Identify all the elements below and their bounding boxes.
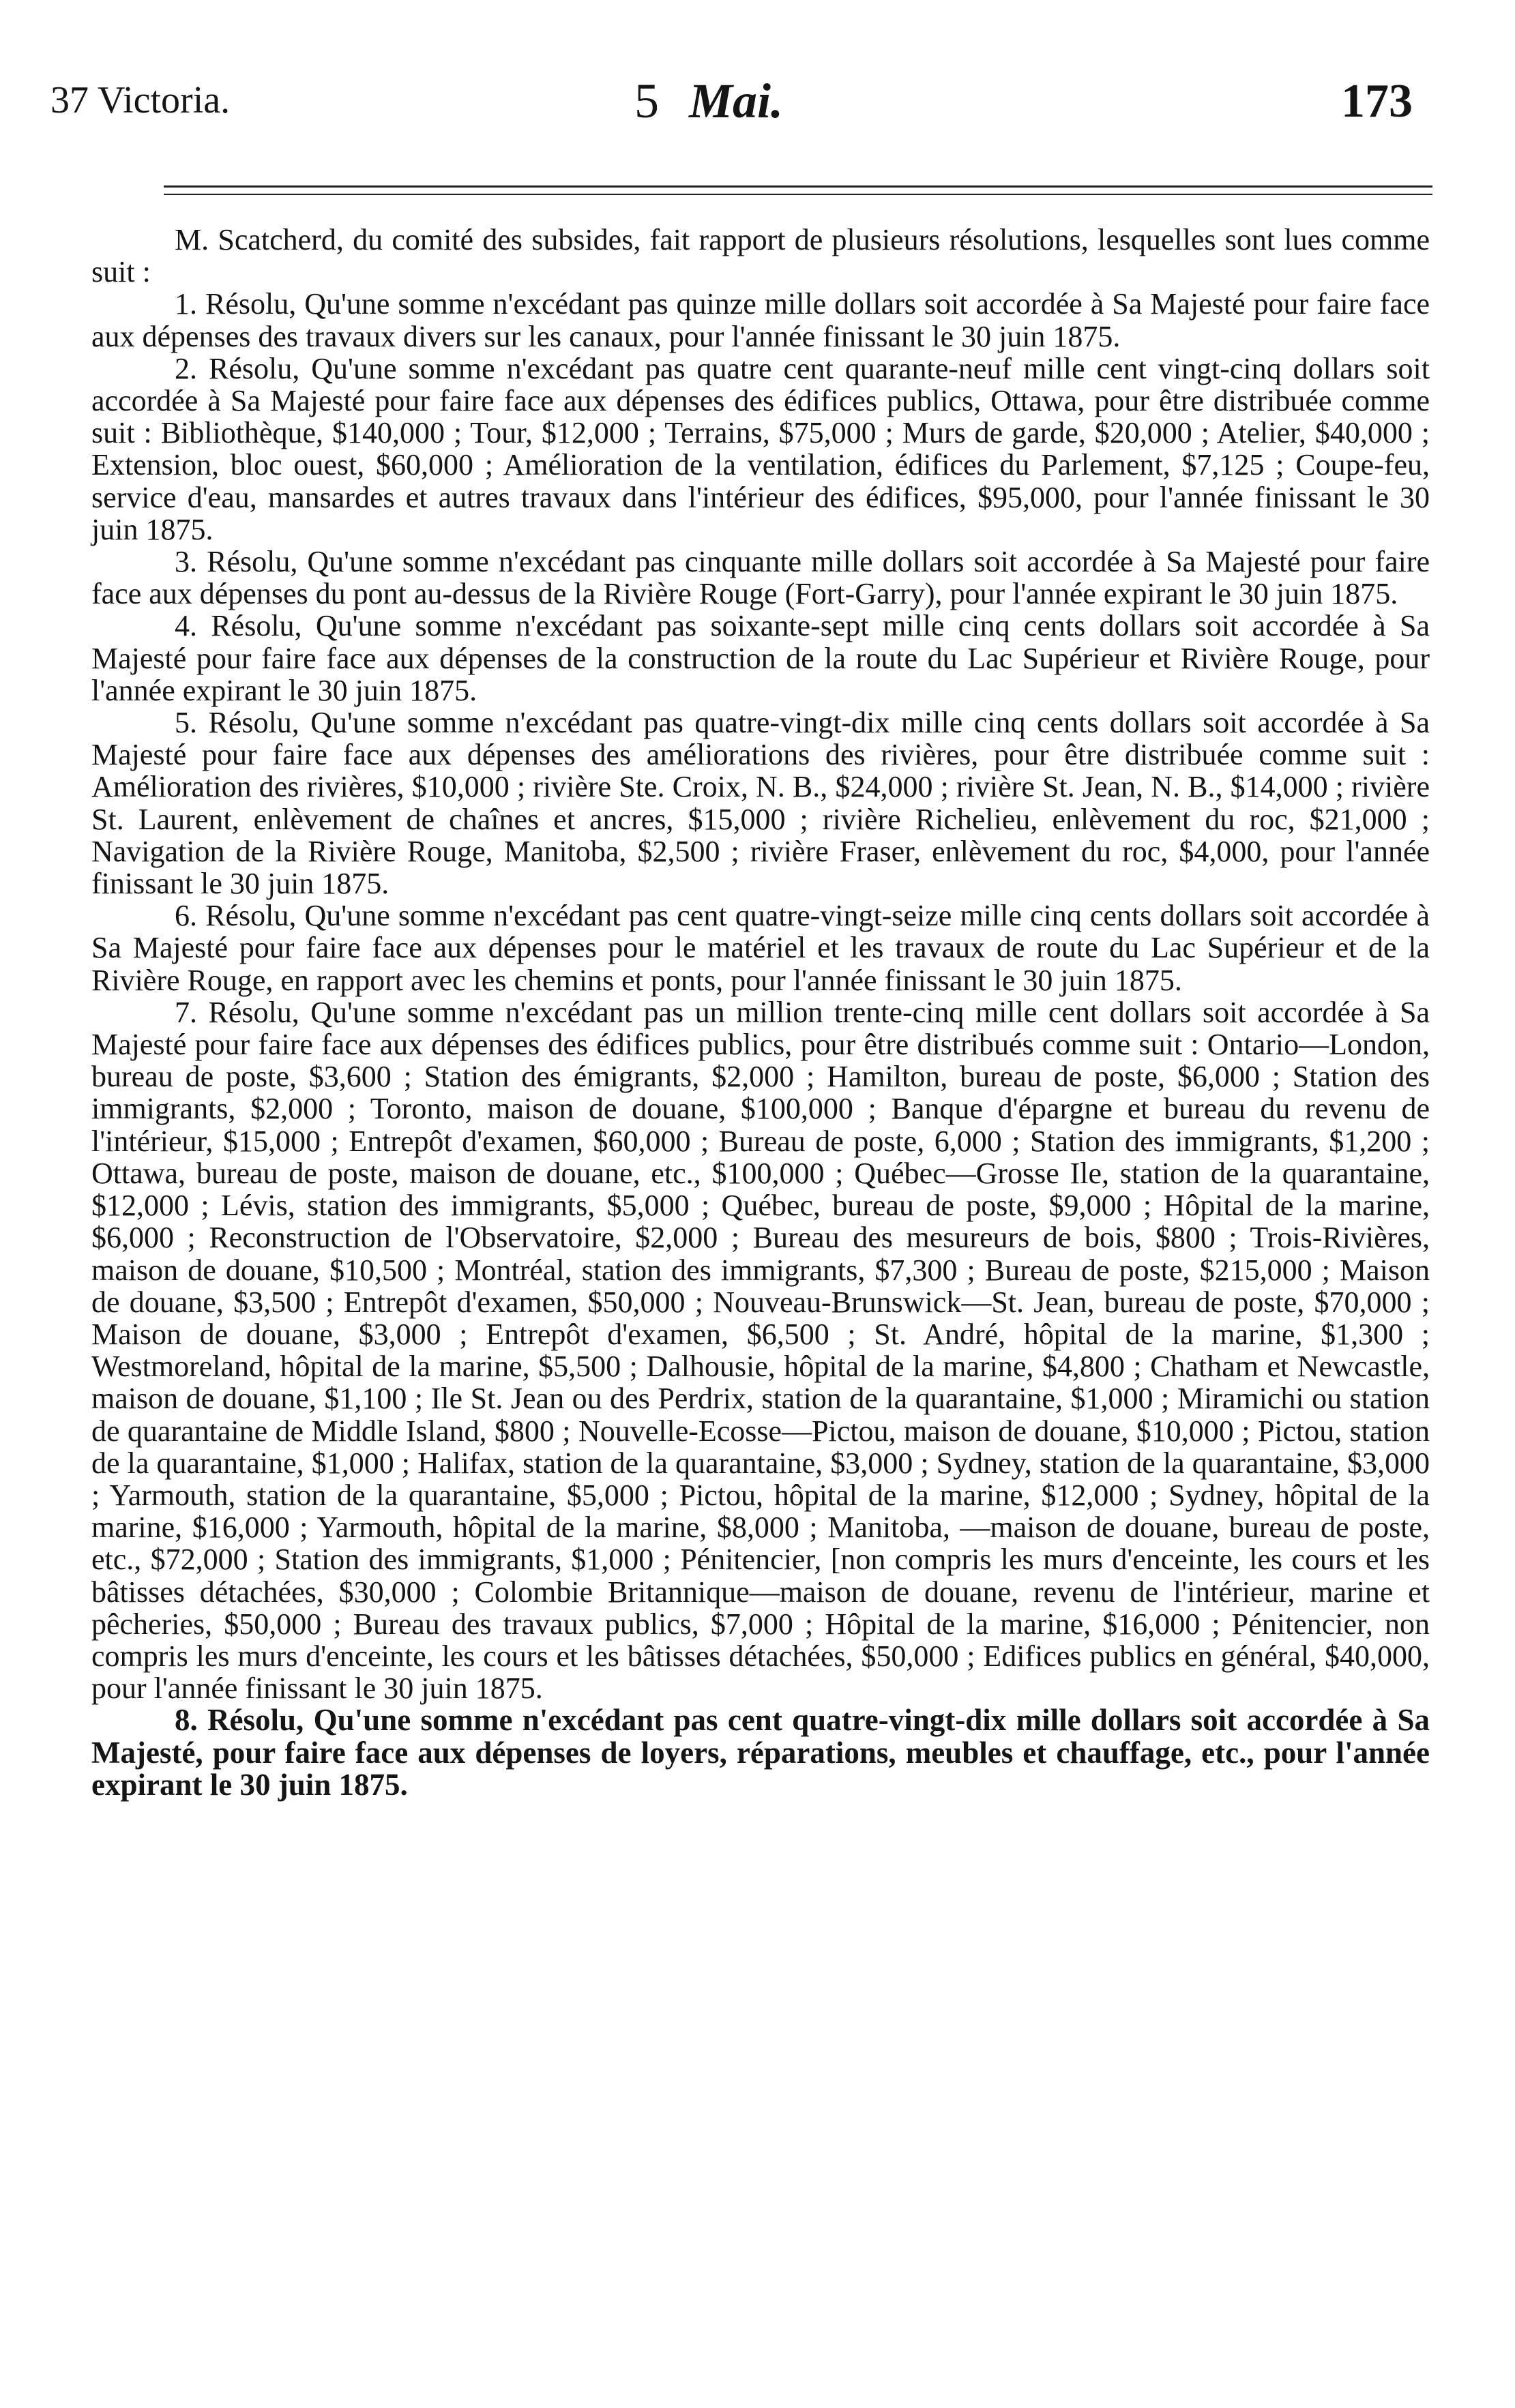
resolution-7: 7. Résolu, Qu'une somme n'excédant pas un million trente-cinq mille cent dollars soit accordée à Sa Majesté pour faire face aux dépenses des édifices publics, pour être distribués comme suit : Ontario—London, bureau de poste, $3,600 ; Station des émigrants, $2,000 ; Hamilton, bureau de poste, $6,000 ; Station des immigrants, $2,000 ; Toronto, maison de douane, $100,000 ; Banque d'épargne et bureau du revenu de l'intérieur, $15,000 ; Entrepôt d'examen, $60,000 ; Bureau de poste, 6,000 ; Station des immigrants, $1,200 ; Ottawa, bureau de poste, maison de douane, etc., $100,000 ; Québec—Grosse Ile, station de la quarantaine, $12,000 ; Lévis, station des immigrants, $5,000 ; Québec, bureau de poste, $9,000 ; Hôpital de la marine, $6,000 ; Reconstruction de l'Observatoire, $2,000 ; Bureau des mesureurs de bois, $800 ; Trois-Rivières, maison de douane, $10,500 ; Montréal, station des immigrants, $7,300 ; Bureau de poste, $215,000 ; Maison de douane, $3,500 ; Entrepôt d'examen, $50,000 ; Nouveau-Brunswick—St. Jean, bureau de poste, $70,000 ; Maison de douane, $3,000 ; Entrepôt d'examen, $6,500 ; St. André, hôpital de la marine, $1,300 ; Westmoreland, hôpital de la marine, $5,500 ; Dalhousie, hôpital de la marine, $4,800 ; Chatham et Newcastle, maison de douane, $1,100 ; Ile St. Jean ou des Perdrix, station de la quarantaine, $1,000 ; Miramichi ou station de quarantaine de Middle Island, $800 ; Nouvelle-Ecosse—Pictou, maison de douane, $10,000 ; Pictou, station de la quarantaine, $1,000 ; Halifax, station de la quarantaine, $3,000 ; Sydney, station de la quarantaine, $3,000 ; Yarmouth, station de la quarantaine, $5,000 ; Pictou, hôpital de la marine, $12,000 ; Sydney, hôpital de la marine, $16,000 ; Yarmouth, hôpital de la marine, $8,000 ; Manitoba, —maison de douane, bureau de poste, etc., $72,000 ; Station des immigrants, $1,000 ; Pénitencier, [non compris les murs d'enceinte, les cours et les bâtisses détachées, $30,000 ; Colombie Britannique—maison de douane, revenu de l'intérieur, marine et pêcheries, $50,000 ; Bureau des travaux publics, $7,000 ; Hôpital de la marine, $16,000 ; Pénitencier, non compris les murs d'enceinte, les cours et les bâtisses détachées, $50,000 ; Edifices publics en général, $40,000, pour l'année finissant le 30 juin 1875. — [91, 995, 1430, 1706]
resolution-3: 3. Résolu, Qu'une somme n'excédant pas cinquante mille dollars soit accordée à Sa Majesté pour faire face aux dépenses du pont au-dessus de la Rivière Rouge (Fort-Garry), pour l'année expirant le 30 juin 1875. — [91, 545, 1430, 611]
resolution-2: 2. Résolu, Qu'une somme n'excédant pas quatre cent quarante-neuf mille cent vingt-cinq dollars soit accordée à Sa Majesté pour faire face aux dépenses des édifices publics, Ottawa, pour être distribuée comme suit : Bibliothèque, $140,000 ; Tour, $12,000 ; Terrains, $75,000 ; Murs de garde, $20,000 ; Atelier, $40,000 ; Extension, bloc ouest, $60,000 ; Amélioration de la ventilation, édifices du Parlement, $7,125 ; Coupe-feu, service d'eau, mansardes et autres travaux dans l'intérieur des édifices, $95,000, pour l'année finissant le 30 juin 1875. — [91, 351, 1430, 546]
date-month: Mai. — [689, 74, 784, 128]
page-number: 173 — [1341, 75, 1413, 128]
date-heading — [634, 73, 783, 130]
journal-text — [91, 224, 1430, 1801]
header-rule — [164, 185, 1432, 188]
resolution-6: 6. Résolu, Qu'une somme n'excédant pas cent quatre-vingt-seize mille cinq cents dollars soit accordée à Sa Majesté pour faire face aux dépenses pour le matériel et les travaux de route du Lac Supérieur et de la Rivière Rouge, en rapport avec les chemins et ponts, pour l'année finissant le 30 juin 1875. — [91, 899, 1430, 997]
resolution-1: 1. Résolu, Qu'une somme n'excédant pas quinze mille dollars soit accordée à Sa Majesté pour faire face aux dépenses des travaux divers sur les canaux, pour l'année finissant le 30 juin 1875. — [91, 287, 1430, 353]
resolution-8: 8. Résolu, Qu'une somme n'excédant pas cent quatre-vingt-dix mille dollars soit accordée à Sa Majesté, pour faire face aux dépenses de loyers, réparations, meubles et chauffage, etc., pour l'année expirant le 30 juin 1875. — [91, 1703, 1430, 1802]
regnal-year: 37 Victoria. — [50, 79, 231, 121]
date-day: 5 — [634, 74, 659, 128]
header-rule-double — [164, 194, 1432, 195]
intro-paragraph: M. Scatcherd, du comité des subsides, fait rapport de plusieurs résolutions, lesquelles sont lues comme suit : — [91, 223, 1430, 289]
resolution-5: 5. Résolu, Qu'une somme n'excédant pas quatre-vingt-dix mille cinq cents dollars soit accordée à Sa Majesté pour faire face aux dépenses des améliorations des rivières, pour être distribuée comme suit : Amélioration des rivières, $10,000 ; rivière Ste. Croix, N. B., $24,000 ; rivière St. Jean, N. B., $14,000 ; rivière St. Laurent, enlèvement de chaînes et ancres, $15,000 ; rivière Richelieu, enlèvement du roc, $21,000 ; Navigation de la Rivière Rouge, Manitoba, $2,500 ; rivière Fraser, enlèvement du roc, $4,000, pour l'année finissant le 30 juin 1875. — [91, 706, 1430, 901]
page-header — [0, 65, 1515, 147]
resolution-4: 4. Résolu, Qu'une somme n'excédant pas soixante-sept mille cinq cents dollars soit accordée à Sa Majesté pour faire face aux dépenses de la construction de la route du Lac Supérieur et Rivière Rouge, pour l'année expirant le 30 juin 1875. — [91, 609, 1430, 707]
